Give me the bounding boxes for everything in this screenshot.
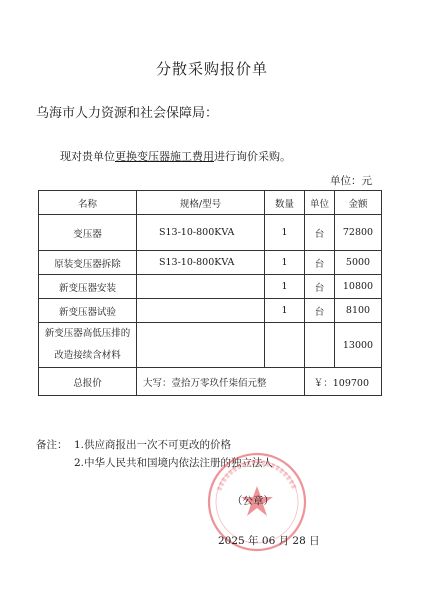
cell-unit: 台 <box>305 275 335 299</box>
cell-unit: 台 <box>305 299 335 323</box>
cell-unit <box>305 323 335 368</box>
cell-unit: 台 <box>305 215 335 251</box>
note-item: 2.中华人民共和国境内依法注册的独立法人 <box>74 457 274 469</box>
cell-amount: 72800 <box>335 215 382 251</box>
cell-model: S13-10-800KVA <box>137 251 265 275</box>
cell-name: 新变压器试验 <box>39 299 137 323</box>
table-header-row <box>39 191 382 215</box>
seal-label: （公章） <box>232 495 274 507</box>
table-row <box>39 251 382 275</box>
quote-table <box>38 190 382 396</box>
cell-model: S13-10-800KVA <box>137 215 265 251</box>
cell-amount: 13000 <box>335 323 382 368</box>
cell-name: 新变压器高低压排的改造接续含材料 <box>39 323 137 368</box>
table-row <box>39 299 382 323</box>
cell-qty: 1 <box>265 299 305 323</box>
table-row <box>39 215 382 251</box>
currency-unit: 单位：元 <box>330 175 372 187</box>
document-date: 2025 年 06 月 28 日 <box>218 535 320 547</box>
total-label: 总报价 <box>39 368 137 396</box>
cell-name: 新变压器安装 <box>39 275 137 299</box>
total-amount-figure: ￥：109700 <box>305 368 382 396</box>
intro-project: 更换变压器施工费用 <box>115 150 214 163</box>
note-item: 1.供应商报出一次不可更改的价格 <box>74 439 232 451</box>
intro-suffix: 进行询价采购。 <box>214 150 291 163</box>
total-amount-words: 大写：壹拾万零玖仟柒佰元整 <box>137 368 305 396</box>
cell-model <box>137 299 265 323</box>
cell-amount: 8100 <box>335 299 382 323</box>
header-model: 规格/型号 <box>137 191 265 215</box>
intro-prefix: 现对贵单位 <box>60 150 115 163</box>
cell-name: 原装变压器拆除 <box>39 251 137 275</box>
header-name: 名称 <box>39 191 137 215</box>
cell-amount: 10800 <box>335 275 382 299</box>
cell-qty: 1 <box>265 275 305 299</box>
recipient-line: 乌海市人力资源和社会保障局： <box>36 106 219 121</box>
cell-unit: 台 <box>305 251 335 275</box>
table-row <box>39 323 382 368</box>
cell-qty: 1 <box>265 251 305 275</box>
header-qty: 数量 <box>265 191 305 215</box>
table-row <box>39 275 382 299</box>
intro-sentence <box>60 148 291 164</box>
cell-amount: 5000 <box>335 251 382 275</box>
cell-name: 变压器 <box>39 215 137 251</box>
cell-model <box>137 275 265 299</box>
total-row <box>39 368 382 396</box>
document-title: 分散采购报价单 <box>155 60 268 78</box>
header-unit: 单位 <box>305 191 335 215</box>
notes-label: 备注： <box>36 439 68 451</box>
cell-qty: 1 <box>265 215 305 251</box>
cell-model <box>137 323 265 368</box>
cell-qty <box>265 323 305 368</box>
header-amount: 金额 <box>335 191 382 215</box>
